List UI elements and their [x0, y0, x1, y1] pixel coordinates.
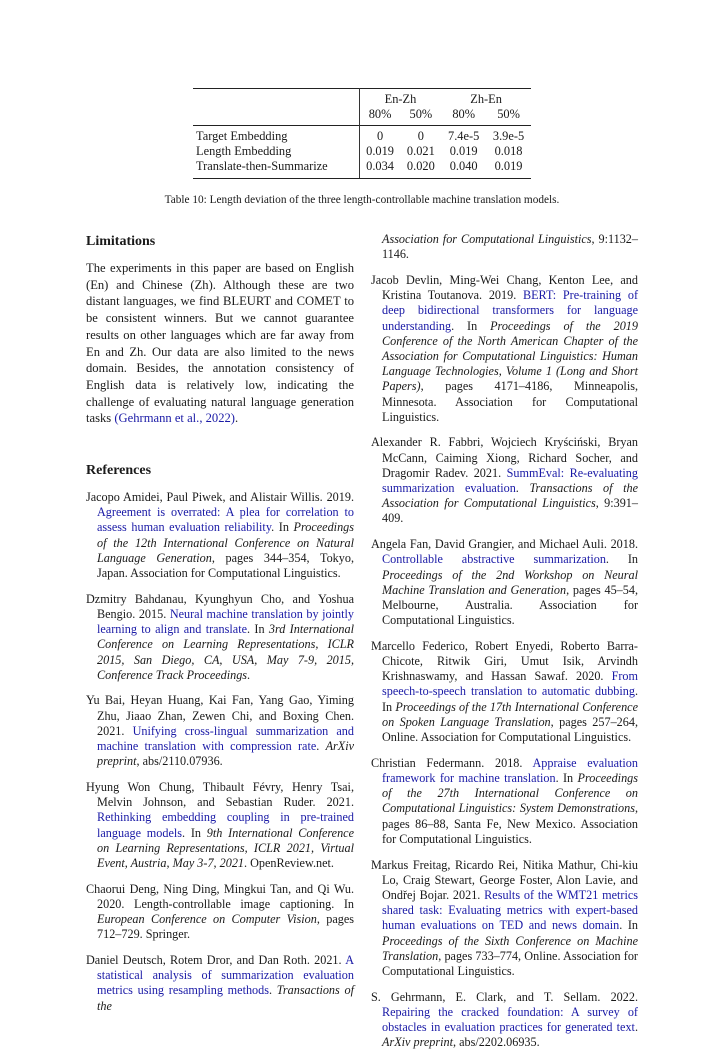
ref-sep: .: [515, 481, 530, 496]
reference-entry: [371, 435, 638, 526]
ref-authors: Marcello Federico, Robert Enyedi, Roberto Barra-Chicote, Ritwik Giri, Umut Isik, Arvindh Krishnaswamy, and Hassan Sawaf. 2020.: [371, 638, 638, 684]
ref-rest: , abs/2202.06935.: [452, 1035, 540, 1050]
table-cell: 0.034: [359, 159, 400, 179]
ref-title-link[interactable]: Neural machine translation by jointly learning to align and translate: [97, 606, 354, 637]
reference-entry: [86, 882, 354, 943]
ref-sep: .: [316, 739, 326, 754]
group-header-zh-en: Zh-En: [441, 89, 531, 108]
ref-rest: , pages 344–354, Tokyo, Japan. Association for Computational Linguistics.: [97, 550, 354, 581]
ref-venue: Proceedings of the 2nd Workshop on Neural Machine Translation and Generation: [382, 567, 638, 597]
ref-sep: . In: [451, 318, 491, 333]
table-sub-header-row: [193, 107, 531, 126]
sub-header: 80%: [368, 107, 392, 121]
ref-sep: . In: [619, 918, 638, 933]
length-deviation-table: [193, 88, 531, 179]
reference-entry: [371, 858, 638, 980]
ref-title-link[interactable]: Unifying cross-lingual summarization and machine translation with compression rate: [97, 723, 354, 754]
sub-header: 80%: [452, 107, 476, 121]
table-caption: Table 10: Length deviation of the three length-controllable machine translation models.: [164, 194, 560, 206]
reference-entry: [86, 953, 354, 1014]
ref-venue: Association for Computational Linguistics: [382, 232, 592, 246]
reference-entry: [86, 693, 354, 769]
table-cell: 0.021: [406, 144, 435, 158]
reference-entry: [371, 537, 638, 628]
ref-authors: Dzmitry Bahdanau, Kyunghyun Cho, and Yoshua Bengio. 2015.: [86, 591, 354, 621]
table-row: [193, 159, 531, 179]
ref-rest: , pages 712–729. Springer.: [97, 912, 354, 942]
table-cell: 0.019: [486, 159, 531, 179]
ref-venue: 3rd International Conference on Learning Representations, ICLR 2015, San Diego, CA, USA, May 7-9, 2015, Conference Track Proceedings: [97, 622, 355, 682]
ref-rest: , pages 733–774, Online. Association for Computational Linguistics.: [382, 948, 638, 978]
ref-venue: 9th International Conference on Learning Representations, ICLR 2021, Virtual Event, Austria, May 3-7, 2021: [97, 825, 354, 870]
group-header-en-zh: En-Zh: [359, 89, 441, 108]
ref-authors: Jacob Devlin, Ming-Wei Chang, Kenton Lee, and Kristina Toutanova. 2019.: [371, 272, 638, 303]
ref-venue: ArXiv preprint: [382, 1035, 453, 1050]
ref-rest: .: [247, 667, 251, 682]
reference-entry: [371, 756, 638, 847]
row-label: Translate-then-Summarize: [193, 159, 359, 179]
ref-authors: Angela Fan, David Grangier, and Michael Auli. 2018.: [371, 537, 638, 552]
table-cell: 0.018: [494, 144, 523, 158]
ref-rest: , pages 4171–4186, Minneapolis, Minnesota. Association for Computational Linguistics.: [382, 379, 638, 424]
reference-continuation: [371, 232, 638, 262]
left-column: [86, 232, 354, 1024]
ref-authors: Daniel Deutsch, Rotem Dror, and Dan Roth. 2021.: [86, 953, 346, 968]
limitations-text: The experiments in this paper are based on English (En) and Chinese (Zh). Although these are two distant languages, we find BLEURT and COMET to be consistent winners. But we cannot guarantee results on other languages which are far away from En and Zh. Our data are also limited to the news domain. Besides, the annotation consistency of English data is relatively low, indicating the challenge of evaluating natural language generation tasks: [86, 261, 354, 426]
reference-entry: [86, 780, 354, 871]
ref-sep: . In: [555, 771, 578, 785]
ref-venue: European Conference on Computer Vision: [97, 912, 317, 927]
citation-link[interactable]: (Gehrmann et al., 2022): [114, 411, 235, 426]
ref-authors: Yu Bai, Heyan Huang, Kai Fan, Yang Gao, Yiming Zhu, Jiaao Zhan, Zewen Chi, and Boxing Chen. 2021.: [86, 693, 354, 738]
ref-authors: Alexander R. Fabbri, Wojciech Kryściński, Bryan McCann, Caiming Xiong, Richard Socher, and Dragomir Radev. 2021.: [371, 435, 638, 480]
sub-header: 50%: [497, 107, 520, 121]
ref-venue: Transactions of the: [97, 983, 354, 1013]
ref-sep: . In: [271, 520, 294, 535]
ref-rest: . OpenReview.net.: [244, 856, 334, 870]
ref-title-link[interactable]: Results of the WMT21 metrics shared task: Evaluating metrics with expert-based human evaluations on TED and news domain: [382, 887, 638, 933]
table-cell: 0.019: [366, 144, 395, 158]
reference-entry: [371, 990, 638, 1051]
ref-venue: Proceedings of the 12th International Conference on Natural Language Generation: [97, 520, 354, 565]
ref-rest: , pages 257–264, Online. Association for Computational Linguistics.: [382, 714, 638, 745]
ref-venue: Proceedings of the Sixth Conference on Machine Translation: [382, 933, 638, 963]
sub-header: 50%: [409, 107, 433, 121]
ref-rest: , 9:391–409.: [382, 496, 638, 526]
ref-title-link[interactable]: SummEval: Re-evaluating summarization evaluation: [382, 465, 638, 496]
table-group-header-row: [193, 89, 531, 108]
ref-title-link[interactable]: A statistical analysis of summarization evaluation metrics using resampling methods: [97, 953, 354, 998]
reference-list-right: [371, 273, 638, 1051]
ref-sep: .: [634, 1020, 638, 1035]
ref-rest: , 9:1132–1146.: [382, 232, 638, 262]
ref-authors: Christian Federmann. 2018.: [371, 755, 533, 770]
table-cell: 0: [359, 126, 400, 145]
ref-title-link[interactable]: From speech-to-speech translation to automatic dubbing: [382, 669, 638, 699]
table-corner-sub: [193, 107, 359, 126]
ref-venue: ArXiv preprint: [97, 739, 354, 769]
table-cell: 0.019: [449, 144, 478, 158]
ref-authors: Jacopo Amidei, Paul Piwek, and Alistair Willis. 2019.: [86, 490, 354, 505]
ref-authors: Hyung Won Chung, Thibault Févry, Henry Tsai, Melvin Johnson, and Sebastian Ruder. 2021.: [86, 779, 354, 810]
ref-venue: Proceedings of the 17th International Conference on Spoken Language Translation: [382, 699, 639, 729]
ref-authors: Markus Freitag, Ricardo Rei, Nitika Mathur, Chi-kiu Lo, Craig Stewart, George Foster, Alon Lavie, and Ondřej Bojar. 2021.: [371, 857, 638, 902]
ref-rest: , pages 86–88, Santa Fe, New Mexico. Association for Computational Linguistics.: [382, 801, 638, 846]
ref-authors: S. Gehrmann, E. Clark, and T. Sellam. 2022.: [371, 989, 638, 1004]
ref-sep: . In: [382, 684, 638, 714]
row-label: Target Embedding: [193, 126, 359, 145]
ref-title-link[interactable]: Agreement is overrated: A plea for correlation to assess human evaluation reliability: [97, 505, 354, 535]
ref-title-link[interactable]: Repairing the cracked foundation: A survey of obstacles in evaluation practices for generated text: [382, 1004, 638, 1035]
ref-venue: Transactions of the Association for Computational Linguistics: [382, 481, 639, 511]
limitations-heading: Limitations: [86, 234, 156, 249]
ref-title-link[interactable]: BERT: Pre-training of deep bidirectional transformers for language understanding: [382, 288, 639, 333]
ref-sep: . In: [247, 622, 269, 637]
reference-entry: [86, 592, 354, 683]
ref-sep: . In: [605, 552, 639, 567]
table-row: [193, 126, 531, 145]
references-heading: References: [86, 463, 152, 479]
table-cell: 0.020: [401, 159, 442, 179]
ref-title-link[interactable]: Controllable abstractive summarization: [382, 552, 606, 567]
limitations-end: .: [235, 411, 239, 426]
ref-sep: .: [268, 983, 277, 998]
ref-authors: Chaorui Deng, Ning Ding, Mingkui Tan, and Qi Wu. 2020. Length-controllable image captioning. In: [86, 881, 354, 911]
row-label: Length Embedding: [193, 144, 359, 159]
right-column: [371, 232, 638, 1061]
reference-entry: [86, 490, 354, 581]
table-cell: 0.040: [441, 159, 486, 179]
ref-rest: , abs/2110.07936.: [136, 754, 223, 769]
ref-rest: , pages 45–54, Melbourne, Australia. Association for Computational Linguistics.: [382, 582, 639, 628]
reference-entry: [371, 639, 638, 745]
table-cell: 0: [401, 126, 442, 145]
reference-list-left: [86, 490, 354, 1014]
limitations-paragraph: [86, 260, 354, 427]
ref-venue: Proceedings of the 2019 Conference of the North American Chapter of the Association for Computational Linguistics: Human Language Technologies, Volume 1 (Long and Short Papers): [382, 318, 638, 394]
table-cell: 7.4e-5: [441, 126, 486, 145]
ref-title-link[interactable]: Rethinking embedding coupling in pre-trained language models: [97, 810, 354, 840]
ref-venue: Proceedings of the 27th International Conference on Computational Linguistics: System Demonstrations: [382, 771, 638, 816]
reference-entry: [371, 273, 638, 425]
table-row: [193, 144, 531, 159]
table-cell: 3.9e-5: [486, 126, 531, 145]
table-corner: [193, 89, 359, 108]
ref-sep: . In: [182, 825, 207, 840]
ref-title-link[interactable]: Appraise evaluation framework for machine translation: [382, 755, 638, 785]
